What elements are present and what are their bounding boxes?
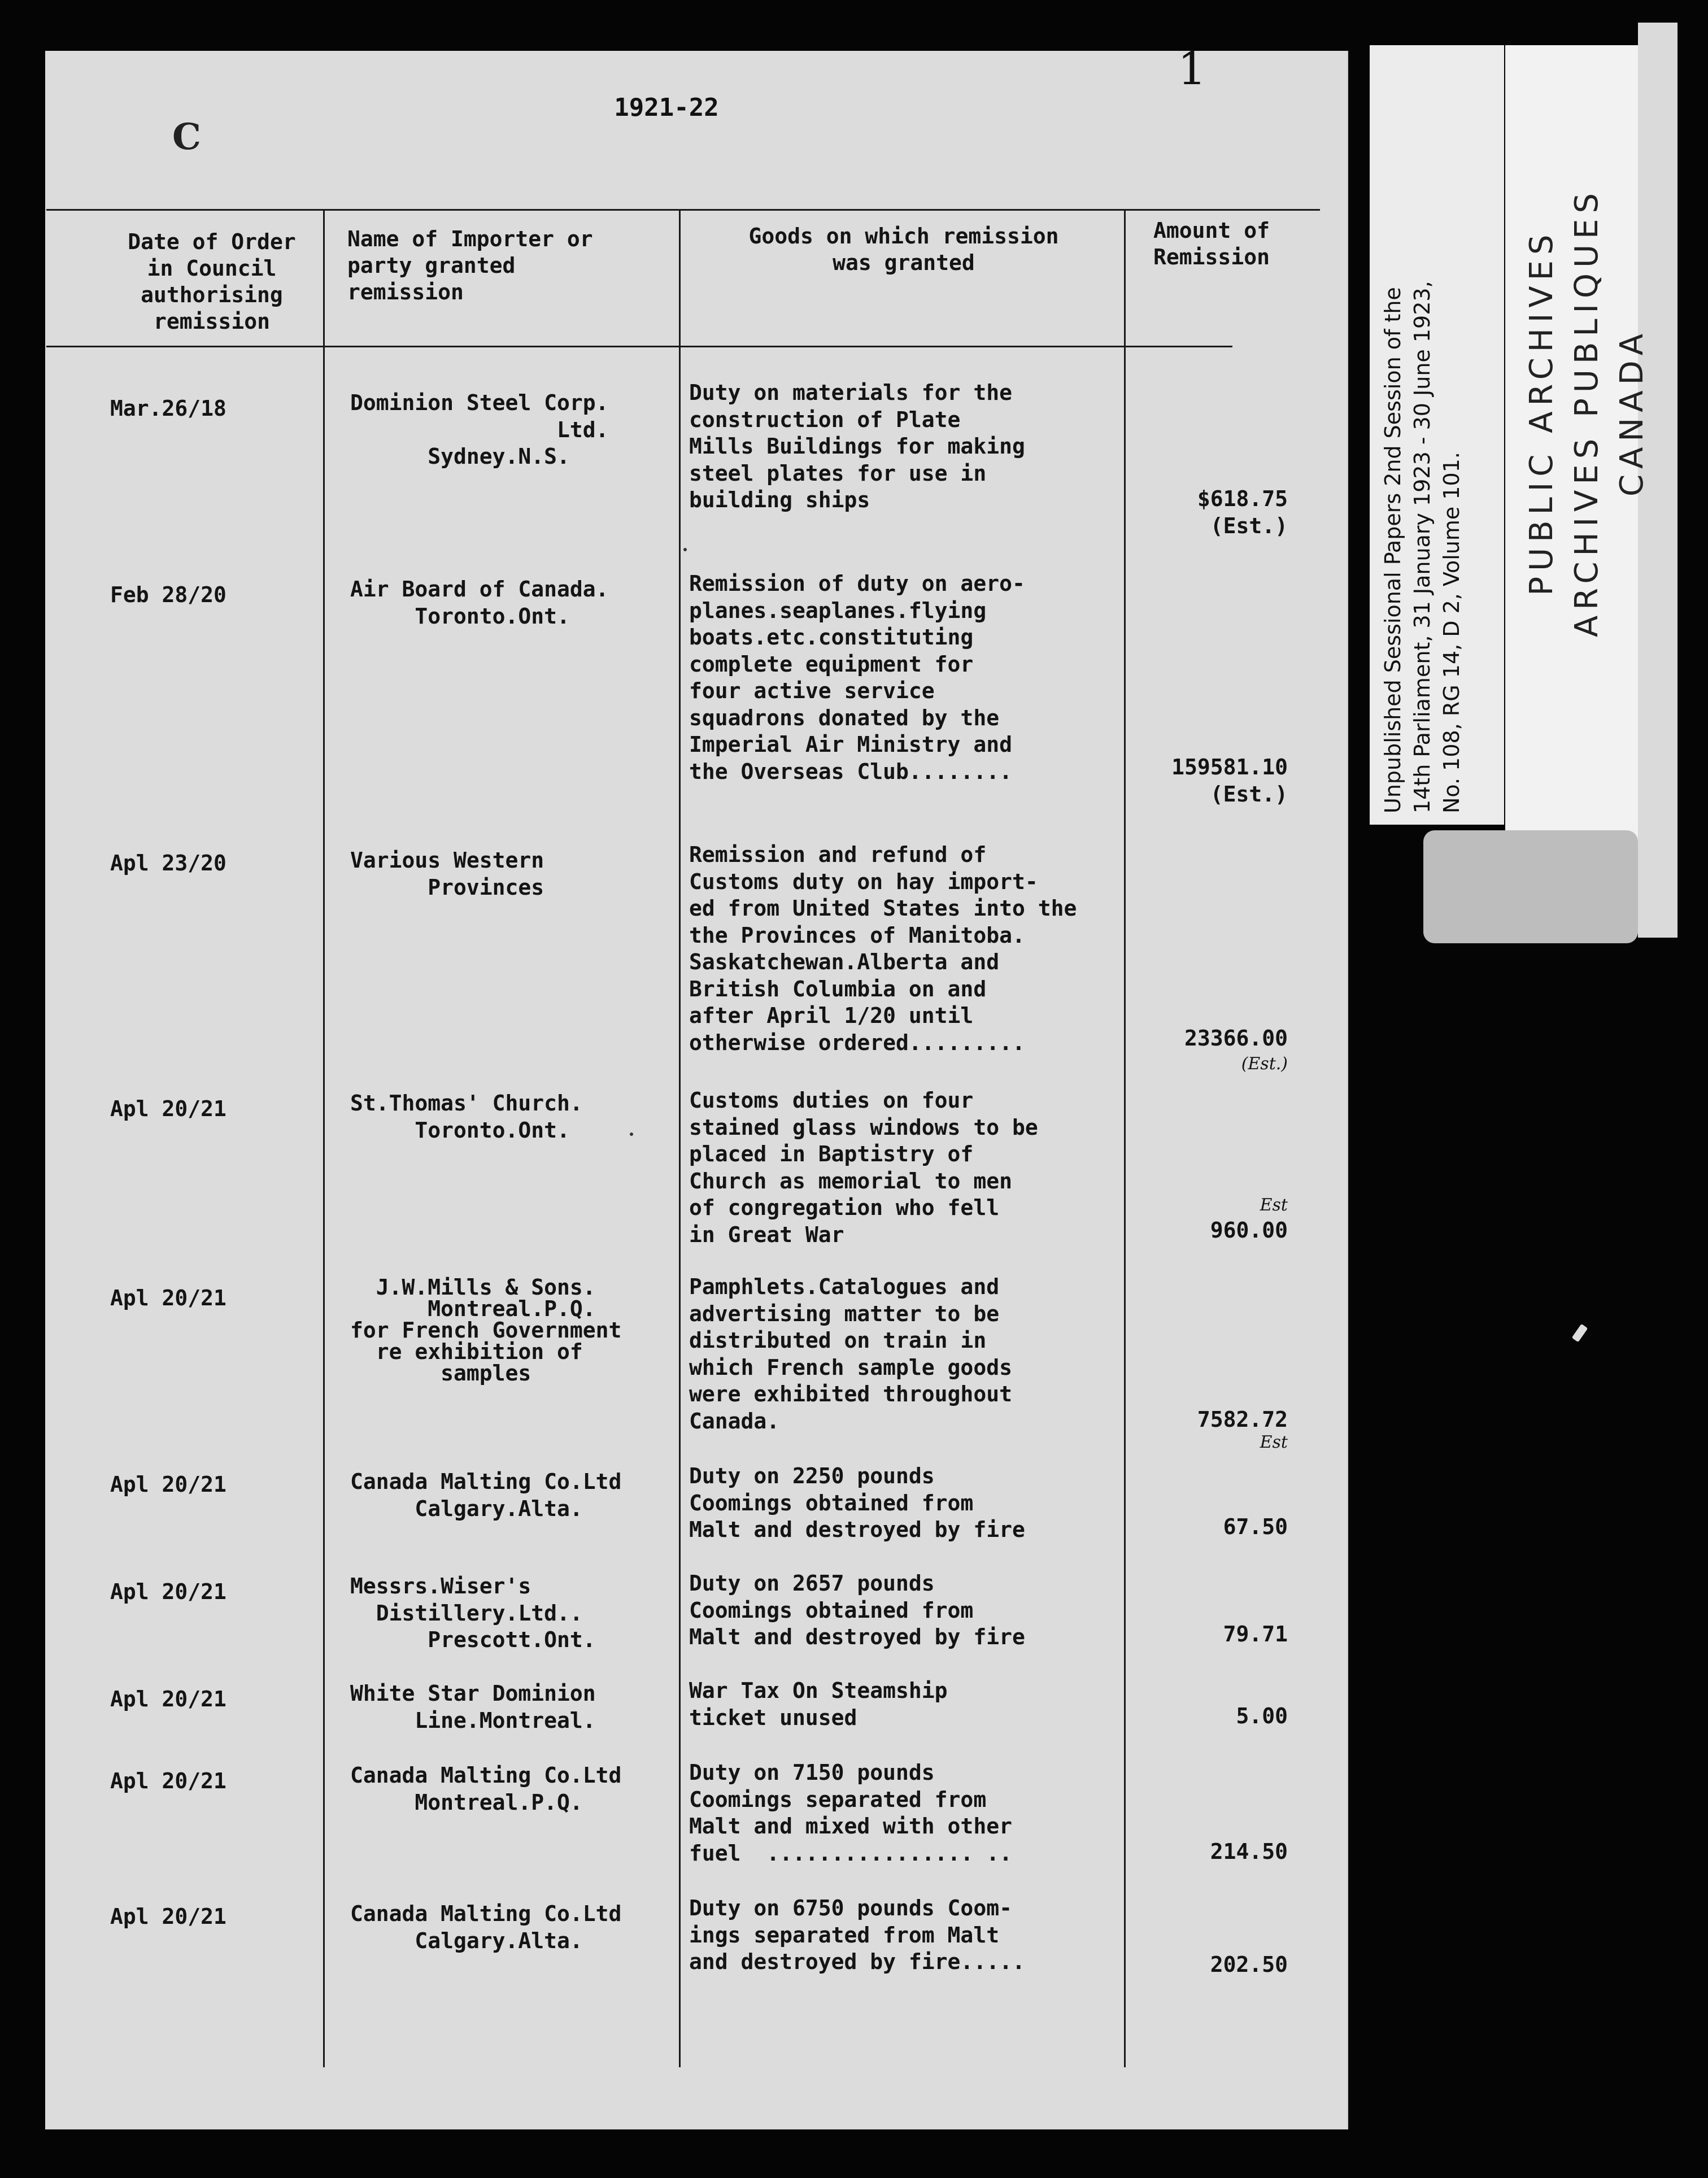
row-goods: Duty on 2657 pounds Coomings obtained from Malt and destroyed by fire: [689, 1571, 1025, 1649]
row-goods: Remission of duty on aero- planes.seaplanes.flying boats.etc.constituting complete equipment for four active service squadrons donated by the Imperial Air Ministry and the Overseas Club........: [689, 571, 1025, 784]
row-goods: Duty on 6750 pounds Coom- ings separated from Malt and destroyed by fire.....: [689, 1896, 1025, 1974]
row-goods: Duty on materials for the construction of Plate Mills Buildings for making steel plates for use in building ships: [689, 380, 1025, 512]
row-est-note: Est: [1260, 1195, 1288, 1215]
column-divider-1: [323, 209, 325, 2067]
row-amount: 960.00: [1210, 1218, 1288, 1243]
row-importer: White Star Dominion Line.Montreal.: [350, 1681, 596, 1733]
row-est-note: Est: [1260, 1432, 1288, 1452]
archive-label-line: No. 108, RG 14, D 2, Volume 101.: [1439, 452, 1464, 813]
row-date: Apl 20/21: [110, 1472, 226, 1497]
ink-speck: [630, 1132, 633, 1136]
row-importer: Canada Malting Co.Ltd Montreal.P.Q.: [350, 1763, 622, 1815]
row-importer: St.Thomas' Church. Toronto.Ont.: [350, 1091, 583, 1143]
row-date: Apl 20/21: [110, 1904, 226, 1929]
header-top-rule: [46, 209, 1320, 211]
archive-stamp-line: ARCHIVES PUBLIQUES: [1568, 187, 1605, 638]
row-date: Mar.26/18: [110, 396, 226, 421]
row-amount: 7582.72: [1197, 1407, 1288, 1432]
archive-stamp-line: CANADA: [1614, 328, 1650, 497]
row-goods: Duty on 2250 pounds Coomings obtained from Malt and destroyed by fire: [689, 1463, 1025, 1542]
header-bottom-rule: [46, 346, 1232, 347]
row-est-note: (Est.): [1241, 1054, 1288, 1074]
row-amount: 214.50: [1210, 1839, 1288, 1864]
row-amount: $618.75 (Est.): [1197, 486, 1288, 538]
document-year: 1921-22: [614, 93, 719, 122]
row-date: Apl 20/21: [110, 1286, 226, 1310]
header-amount: Amount of Remission: [1153, 218, 1270, 269]
archive-label-line: Unpublished Sessional Papers 2nd Session of the: [1380, 287, 1405, 813]
row-importer: J.W.Mills & Sons. Montreal.P.Q. for French Government re exhibition of samples: [350, 1275, 622, 1386]
row-importer: Canada Malting Co.Ltd Calgary.Alta.: [350, 1901, 622, 1953]
row-importer: Dominion Steel Corp. Ltd. Sydney.N.S.: [350, 390, 609, 469]
archive-stamp: [1519, 130, 1655, 695]
row-importer: Air Board of Canada. Toronto.Ont.: [350, 577, 609, 629]
page-number: 1: [1178, 42, 1206, 95]
header-date: Date of Order in Council authorising remission: [128, 229, 296, 334]
row-importer: Messrs.Wiser's Distillery.Ltd.. Prescott.Ont.: [350, 1574, 596, 1652]
archive-label-text: [1378, 51, 1466, 813]
row-date: Apl 23/20: [110, 851, 226, 875]
row-date: Feb 28/20: [110, 582, 226, 607]
ink-speck: [1572, 1324, 1588, 1343]
row-goods: Remission and refund of Customs duty on hay import- ed from United States into the the Provinces of Manitoba. Saskatchewan.Alberta and British Columbia on and after April 1/20 until otherwise ordered.........: [689, 842, 1077, 1055]
row-importer: Various Western Provinces: [350, 848, 544, 900]
row-date: Apl 20/21: [110, 1768, 226, 1793]
archive-stamp-line: PUBLIC ARCHIVES: [1523, 229, 1560, 596]
row-amount: 67.50: [1223, 1514, 1288, 1539]
corner-mark: C: [172, 116, 201, 158]
row-goods: Customs duties on four stained glass windows to be placed in Baptistry of Church as memorial to men of congregation who fell in Great War: [689, 1088, 1038, 1247]
header-importer: Name of Importer or party granted remission: [347, 226, 593, 304]
ink-speck: [683, 548, 687, 551]
row-date: Apl 20/21: [110, 1096, 226, 1121]
row-amount: 23366.00: [1184, 1026, 1288, 1051]
row-importer: Canada Malting Co.Ltd Calgary.Alta.: [350, 1469, 622, 1521]
row-date: Apl 20/21: [110, 1579, 226, 1604]
row-goods: Pamphlets.Catalogues and advertising matter to be distributed on train in which French sample goods were exhibited throughout Canada.: [689, 1274, 1012, 1434]
row-amount: 79.71: [1223, 1622, 1288, 1646]
row-goods: War Tax On Steamship ticket unused: [689, 1678, 948, 1730]
row-amount: 159581.10 (Est.): [1171, 755, 1288, 807]
row-amount: 5.00: [1236, 1704, 1288, 1728]
archive-label-line: 14th Parliament, 31 January 1923 - 30 June 1923,: [1410, 281, 1435, 813]
stamp-shadow: [1423, 830, 1638, 943]
header-goods: Goods on which remission was granted: [748, 224, 1059, 275]
row-amount: 202.50: [1210, 1952, 1288, 1977]
row-date: Apl 20/21: [110, 1687, 226, 1711]
row-goods: Duty on 7150 pounds Coomings separated from Malt and mixed with other fuel ................ ..: [689, 1760, 1012, 1866]
